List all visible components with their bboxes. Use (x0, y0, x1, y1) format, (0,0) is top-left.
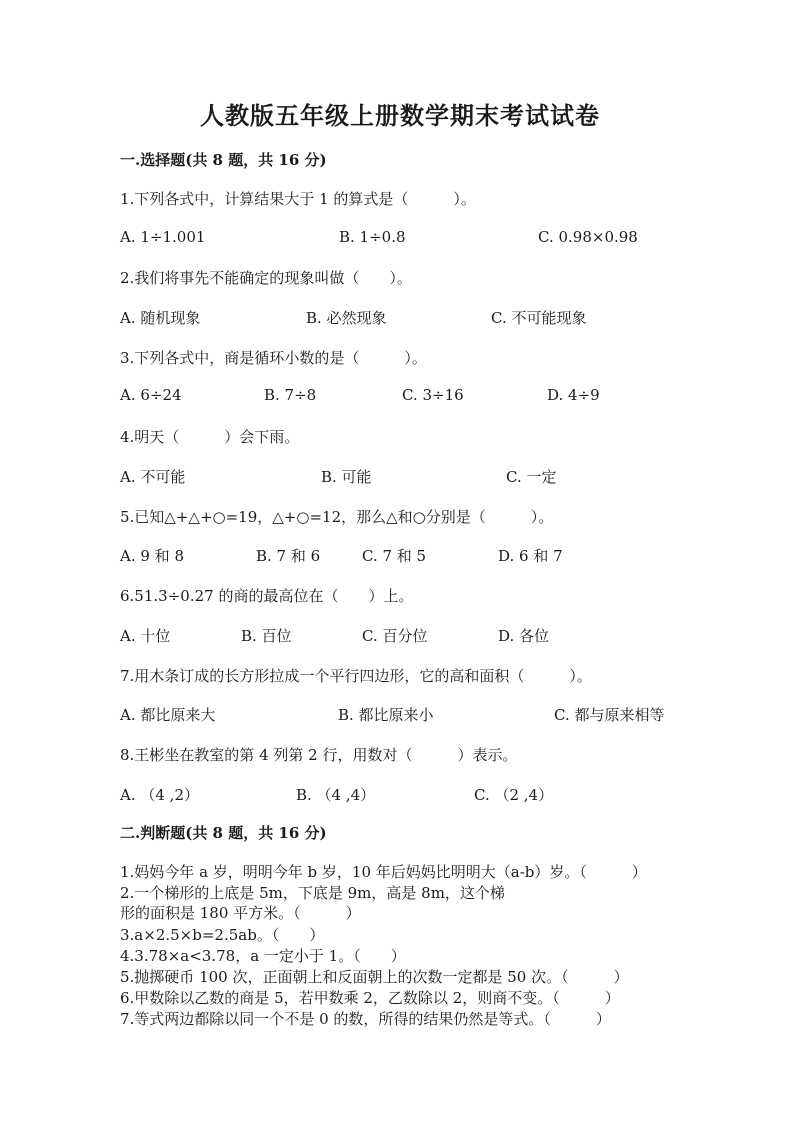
option-c: C. 3÷16 (402, 386, 464, 404)
option-b: B. 可能 (321, 468, 372, 486)
option-b: B. 百位 (241, 627, 292, 645)
question-2: 2.我们将事先不能确定的现象叫做（ ）。 (120, 269, 412, 287)
question-2-options (120, 307, 700, 327)
question-3: 3.下列各式中，商是循环小数的是（ ）。 (120, 349, 427, 367)
option-d: D. 6 和 7 (498, 547, 563, 565)
option-c: C. 7 和 5 (362, 547, 427, 565)
section-heading-true-false: 二.判断题(共 8 题，共 16 分) (120, 824, 327, 842)
option-d: D. 4÷9 (547, 386, 600, 404)
question-8-options (120, 784, 700, 804)
option-b: B. 7÷8 (264, 386, 317, 404)
question-6-options (120, 625, 700, 645)
question-8: 8.王彬坐在教室的第 4 列第 2 行，用数对（ ）表示。 (120, 746, 518, 764)
option-a: A. 9 和 8 (120, 547, 184, 565)
option-c: C. 不可能现象 (491, 309, 587, 327)
question-3-options (120, 386, 700, 406)
option-b: B. 1÷0.8 (339, 228, 406, 246)
judgment-item-1: 1.妈妈今年 a 岁，明明今年 b 岁，10 年后妈妈比明明大（a-b）岁。（ ） (120, 863, 647, 881)
question-4-options (120, 466, 700, 486)
judgment-item-6: 6.甲数除以乙数的商是 5，若甲数乘 2，乙数除以 2，则商不变。（ ） (120, 989, 620, 1007)
option-b: B. 必然现象 (306, 309, 387, 327)
option-a: A. 6÷24 (120, 386, 182, 404)
page-title: 人教版五年级上册数学期末考试试卷 (200, 101, 600, 130)
judgment-item-3: 3.a×2.5×b=2.5ab。（ ） (120, 926, 325, 944)
question-5-options (120, 545, 700, 565)
judgment-item-4: 4.3.78×a<3.78，a 一定小于 1。（ ） (120, 947, 406, 965)
question-5: 5.已知△+△+○=19，△+○=12，那么△和○分别是（ ）。 (120, 508, 554, 526)
judgment-item-2: 2.一个梯形的上底是 5m，下底是 9m，高是 8m，这个梯形的面积是 180 平方米。（ ） (120, 884, 505, 922)
option-b: B. 7 和 6 (256, 547, 321, 565)
option-a: A. 不可能 (120, 468, 186, 486)
option-a: A. （4 ,2） (120, 786, 199, 804)
option-a: A. 随机现象 (120, 309, 201, 327)
question-6: 6.51.3÷0.27 的商的最高位在（ ）上。 (120, 587, 414, 605)
question-7: 7.用木条订成的长方形拉成一个平行四边形，它的高和面积（ ）。 (120, 667, 592, 685)
question-4: 4.明天（ ）会下雨。 (120, 428, 300, 446)
question-1: 1.下列各式中，计算结果大于 1 的算式是（ ）。 (120, 190, 476, 208)
option-a: A. 都比原来大 (120, 706, 216, 724)
option-c: C. 百分位 (362, 627, 428, 645)
judgment-item-5: 5.抛掷硬币 100 次，正面朝上和反面朝上的次数一定都是 50 次。（ ） (120, 968, 629, 986)
option-a: A. 1÷1.001 (120, 228, 206, 246)
question-7-options (120, 704, 700, 724)
judgment-item-7: 7.等式两边都除以同一个不是 0 的数，所得的结果仍然是等式。（ ） (120, 1010, 611, 1028)
option-b: B. （4 ,4） (296, 786, 376, 804)
option-b: B. 都比原来小 (338, 706, 434, 724)
question-1-options (120, 228, 700, 248)
option-a: A. 十位 (120, 627, 171, 645)
section-heading-multiple-choice: 一.选择题(共 8 题，共 16 分) (120, 151, 327, 169)
option-d: D. 各位 (498, 627, 550, 645)
option-c: C. 0.98×0.98 (538, 228, 638, 246)
option-c: C. 一定 (506, 468, 557, 486)
option-c: C. （2 ,4） (474, 786, 554, 804)
option-c: C. 都与原来相等 (554, 706, 665, 724)
